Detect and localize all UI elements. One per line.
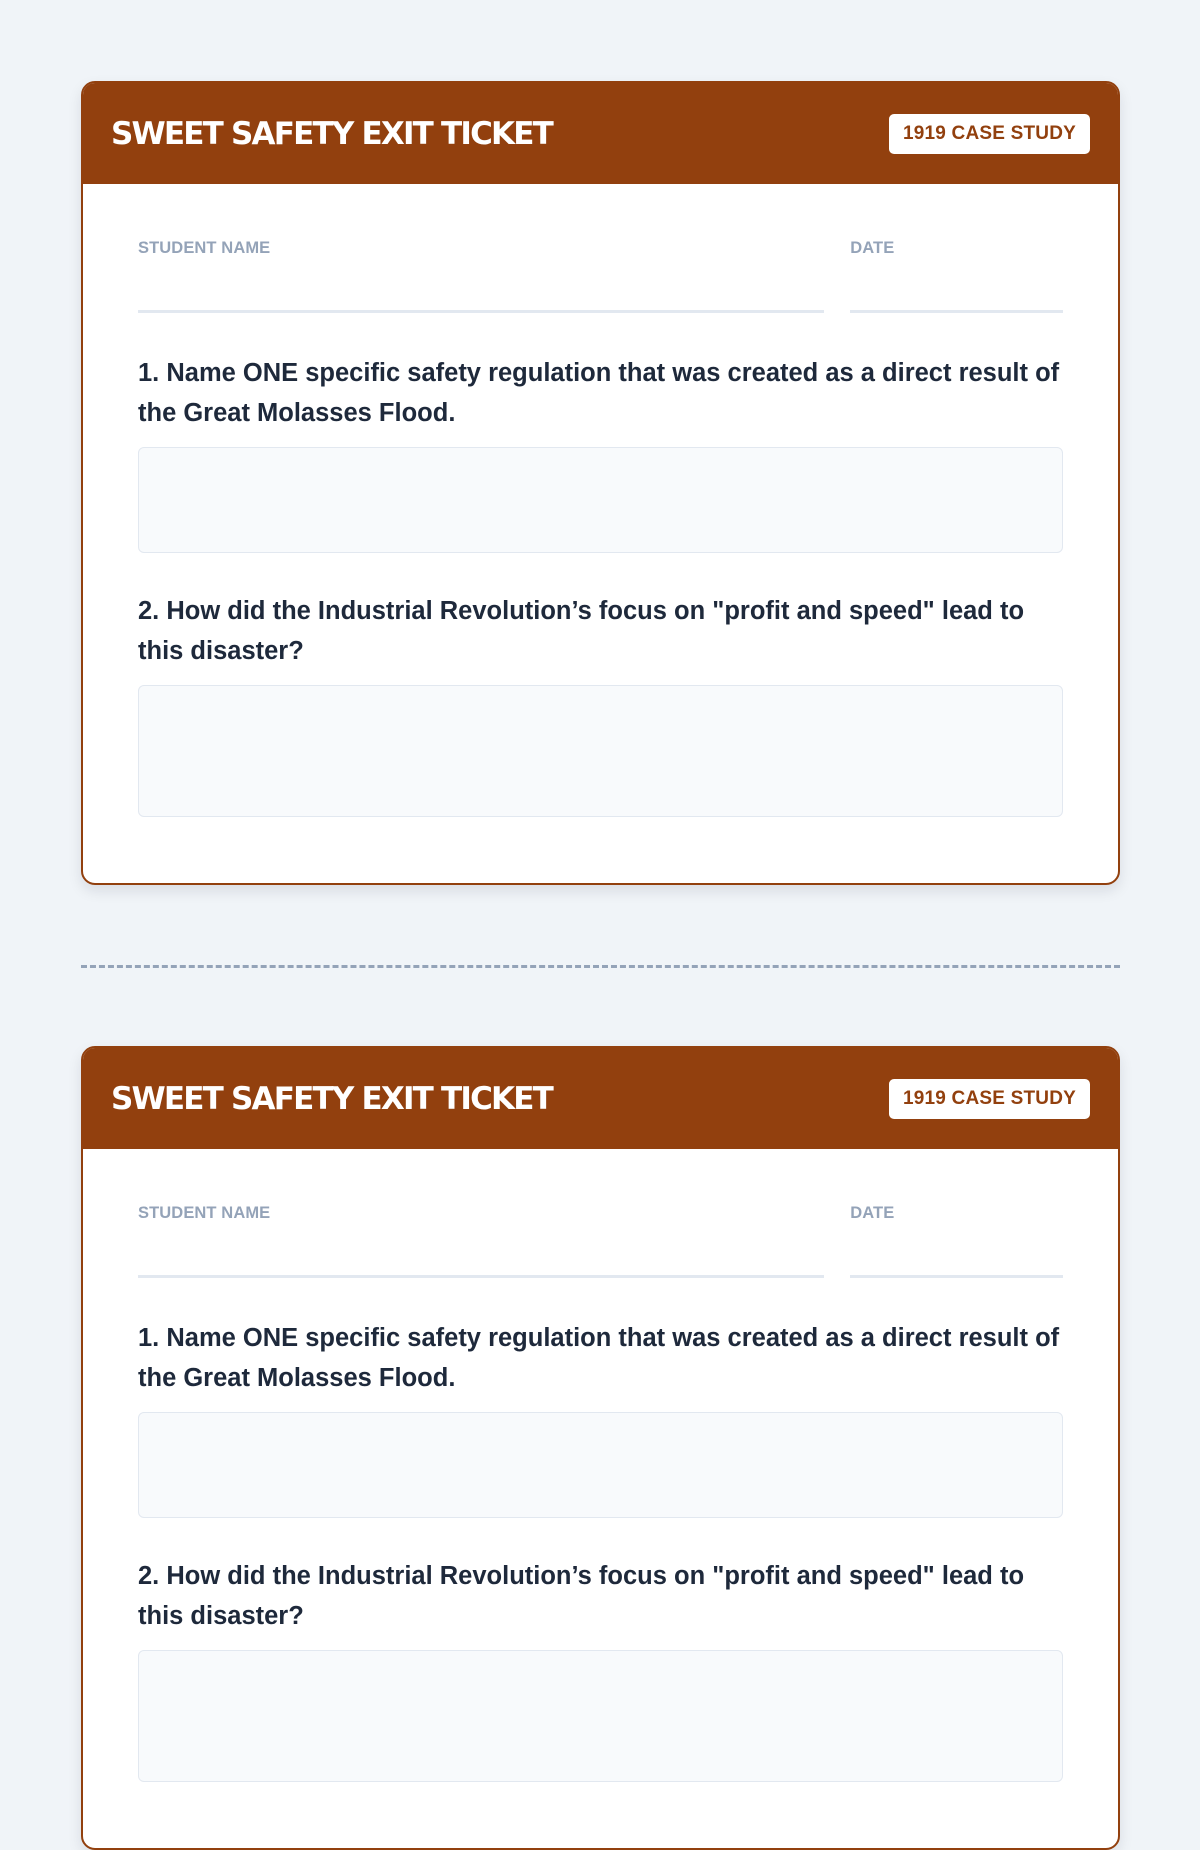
question-1: 1. Name ONE specific safety regulation that was created as a direct result of the Great Molasses Flood.: [138, 1324, 1060, 1392]
date-field: [850, 1203, 1063, 1278]
answer-1-box[interactable]: [138, 447, 1063, 553]
ticket-header: [83, 1048, 1118, 1149]
student-name-field: [138, 1203, 824, 1278]
date-label: DATE: [850, 1204, 895, 1222]
ticket-body: [83, 184, 1118, 817]
exit-ticket-card: [81, 81, 1120, 885]
student-name-field: [138, 238, 824, 313]
answer-2-box[interactable]: [138, 1650, 1063, 1782]
ticket-title: SWEET SAFETY EXIT TICKET: [111, 1080, 552, 1117]
case-study-badge: 1919 CASE STUDY: [889, 1079, 1090, 1119]
header-fields: [138, 238, 1063, 313]
case-study-badge: 1919 CASE STUDY: [889, 114, 1090, 154]
answer-2-box[interactable]: [138, 685, 1063, 817]
ticket-body: [83, 1149, 1118, 1782]
ticket-title: SWEET SAFETY EXIT TICKET: [111, 115, 552, 152]
ticket-header: [83, 83, 1118, 184]
answer-1-box[interactable]: [138, 1412, 1063, 1518]
date-line[interactable]: [850, 258, 1063, 313]
question-2: 2. How did the Industrial Revolution’s focus on "profit and speed" lead to this disaster?: [138, 1562, 1025, 1630]
student-name-label: STUDENT NAME: [138, 239, 271, 257]
worksheet-page: [81, 81, 1120, 1850]
student-name-line[interactable]: [138, 1223, 824, 1278]
date-field: [850, 238, 1063, 313]
date-label: DATE: [850, 239, 895, 257]
exit-ticket-card: [81, 1046, 1120, 1850]
date-line[interactable]: [850, 1223, 1063, 1278]
cut-line-divider: [81, 965, 1120, 968]
header-fields: [138, 1203, 1063, 1278]
question-1: 1. Name ONE specific safety regulation that was created as a direct result of the Great Molasses Flood.: [138, 359, 1060, 427]
student-name-label: STUDENT NAME: [138, 1204, 271, 1222]
student-name-line[interactable]: [138, 258, 824, 313]
question-2: 2. How did the Industrial Revolution’s focus on "profit and speed" lead to this disaster?: [138, 597, 1025, 665]
